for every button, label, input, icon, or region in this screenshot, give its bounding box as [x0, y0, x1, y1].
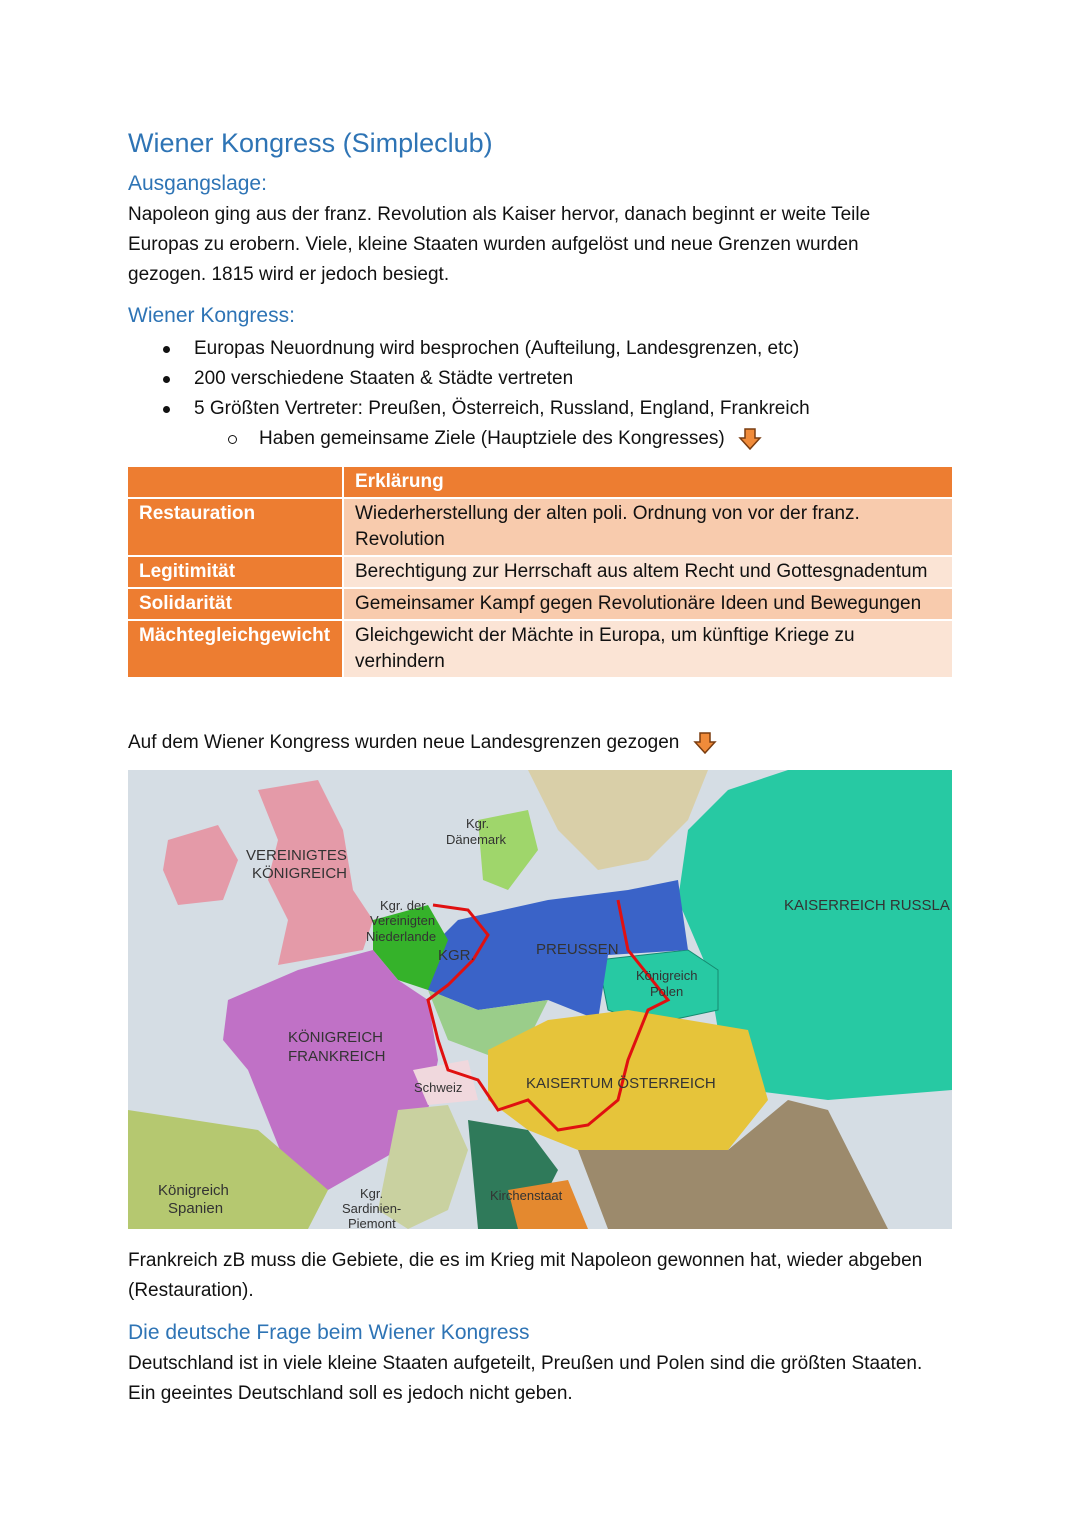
map-label: Kgr.	[360, 1186, 384, 1201]
list-item: Europas Neuordnung wird besprochen (Aufteilung, Landesgrenzen, etc)	[128, 334, 810, 364]
heading-ausgangslage: Ausgangslage:	[128, 172, 267, 195]
page-title: Wiener Kongress (Simpleclub)	[128, 128, 493, 158]
paragraph-deutsche-frage: Deutschland ist in viele kleine Staaten aufgeteilt, Preußen und Polen sind die größten Staaten. Ein geeintes Deutschland soll es jedoch nicht geben.	[128, 1353, 923, 1404]
term-cell: Restauration	[128, 498, 343, 556]
table-row	[128, 556, 952, 588]
map-label: Königreich	[158, 1182, 229, 1199]
map-label: VEREINIGTES	[246, 847, 347, 864]
table-header-row	[128, 467, 952, 498]
sub-list-item	[128, 424, 762, 454]
term-cell: Solidarität	[128, 588, 343, 620]
map-label: PREUSSEN	[536, 941, 619, 958]
term-cell: Legitimität	[128, 556, 343, 588]
term-cell: Mächtegleichgewicht	[128, 620, 343, 677]
table-row	[128, 620, 952, 677]
explanation-cell: Wiederherstellung der alten poli. Ordnung von vor der franz. Revolution	[343, 498, 952, 556]
table-header-cell: Erklärung	[343, 467, 952, 498]
map-label: FRANKREICH	[288, 1048, 386, 1065]
map-label: Niederlande	[366, 929, 437, 944]
europe-map	[128, 770, 952, 1229]
map-label: Königreich	[636, 968, 698, 983]
list-item: 200 verschiedene Staaten & Städte vertreten	[128, 364, 810, 394]
map-label: Kirchenstaat	[490, 1188, 563, 1203]
table-row	[128, 588, 952, 620]
explanation-cell: Gemeinsamer Kampf gegen Revolutionäre Ideen und Bewegungen	[343, 588, 952, 620]
heading-wiener-kongress: Wiener Kongress:	[128, 304, 295, 327]
paragraph-frankreich: Frankreich zB muss die Gebiete, die es im Krieg mit Napoleon gewonnen hat, wieder abgeben (Restauration).	[128, 1250, 923, 1301]
map-label: Vereinigten	[370, 913, 436, 928]
heading-deutsche-frage: Die deutsche Frage beim Wiener Kongress	[128, 1321, 530, 1344]
map-label: KÖNIGREICH	[288, 1029, 384, 1046]
map-label: KAISERTUM ÖSTERREICH	[526, 1075, 716, 1092]
map-intro	[128, 728, 928, 758]
sub-list-item-text: Haben gemeinsame Ziele (Hauptziele des Kongresses)	[259, 428, 725, 449]
map-label: KGR.	[438, 947, 475, 964]
map-label: KAISERREICH RUSSLA	[784, 897, 950, 914]
map-label: Kgr. der	[380, 898, 426, 913]
paragraph-ausgangslage: Napoleon ging aus der franz. Revolution als Kaiser hervor, danach beginnt er weite Teile Europas zu erobern. Viele, kleine Staaten wurden aufgelöst und neue Grenzen wurden gezogen. 1815 wird er jedoch besiegt.	[128, 204, 871, 285]
list-item: 5 Größten Vertreter: Preußen, Österreich, Russland, England, Frankreich	[128, 394, 810, 424]
explanation-cell: Gleichgewicht der Mächte in Europa, um künftige Kriege zu verhindern	[343, 620, 952, 677]
map-label: Kgr.	[466, 816, 490, 831]
table-row	[128, 498, 952, 556]
map-label: Spanien	[168, 1200, 224, 1217]
map-label: KÖNIGREICH	[252, 865, 348, 882]
map-label: Polen	[650, 984, 684, 999]
map-label: Piemont	[348, 1216, 396, 1229]
map-intro-text: Auf dem Wiener Kongress wurden neue Landesgrenzen gezogen	[128, 732, 680, 753]
table-header-cell	[128, 467, 343, 498]
concepts-table	[128, 467, 952, 677]
explanation-cell: Berechtigung zur Herrschaft aus altem Recht und Gottesgnadentum	[343, 556, 952, 588]
map-label: Sardinien-	[342, 1201, 402, 1216]
map-label: Dänemark	[446, 832, 506, 847]
arrow-down-icon	[738, 427, 762, 451]
arrow-down-icon	[693, 731, 717, 755]
map-label: Schweiz	[414, 1080, 463, 1095]
bullet-list	[128, 334, 810, 424]
